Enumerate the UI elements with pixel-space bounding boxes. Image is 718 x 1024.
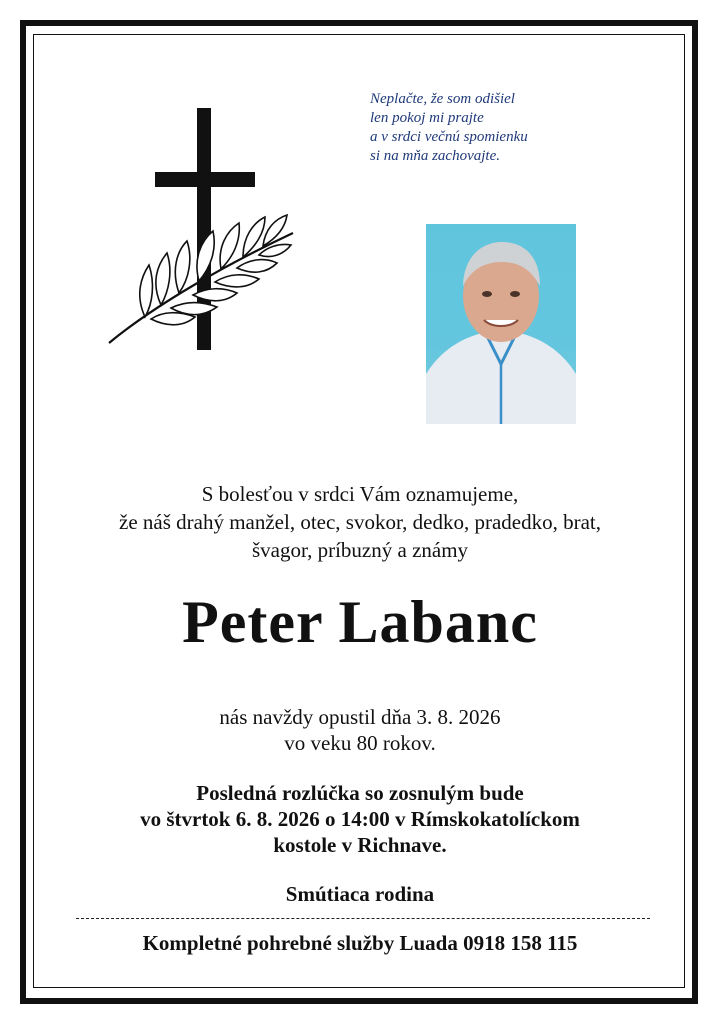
funeral-info <box>40 780 680 858</box>
announcement-line: švagor, príbuzný a známy <box>251 538 469 562</box>
announcement-line: že náš drahý manžel, otec, svokor, dedko, pradedko, brat, <box>119 510 601 534</box>
passing-line: nás navždy opustil dňa 3. 8. 2026 <box>219 705 501 729</box>
cross-emblem <box>105 105 300 355</box>
announcement-text <box>40 480 680 564</box>
poem-line: a v srdci večnú spomienku <box>370 129 528 145</box>
poem-line: Neplačte, že som odišiel <box>370 91 515 107</box>
poem <box>370 90 630 166</box>
poem-line: si na mňa zachovajte. <box>370 148 500 164</box>
funeral-line: kostole v Richnave. <box>273 833 447 857</box>
mourning-family-signature: Smútiaca rodina <box>285 882 435 906</box>
funeral-service-contact: Kompletné pohrebné služby Luada 0918 158 115 <box>142 931 578 955</box>
funeral-line: Posledná rozlúčka so zosnulým bude <box>196 781 524 805</box>
deceased-name: Peter Labanc <box>182 589 538 655</box>
dashed-divider <box>76 918 650 919</box>
passing-info <box>40 704 680 756</box>
passing-line: vo veku 80 rokov. <box>284 731 436 755</box>
poem-line: len pokoj mi prajte <box>370 110 484 126</box>
portrait-photo <box>426 224 576 424</box>
announcement-line: S bolesťou v srdci Vám oznamujeme, <box>201 482 519 506</box>
funeral-line: vo štvrtok 6. 8. 2026 o 14:00 v Rímskokatolíckom <box>140 807 580 831</box>
